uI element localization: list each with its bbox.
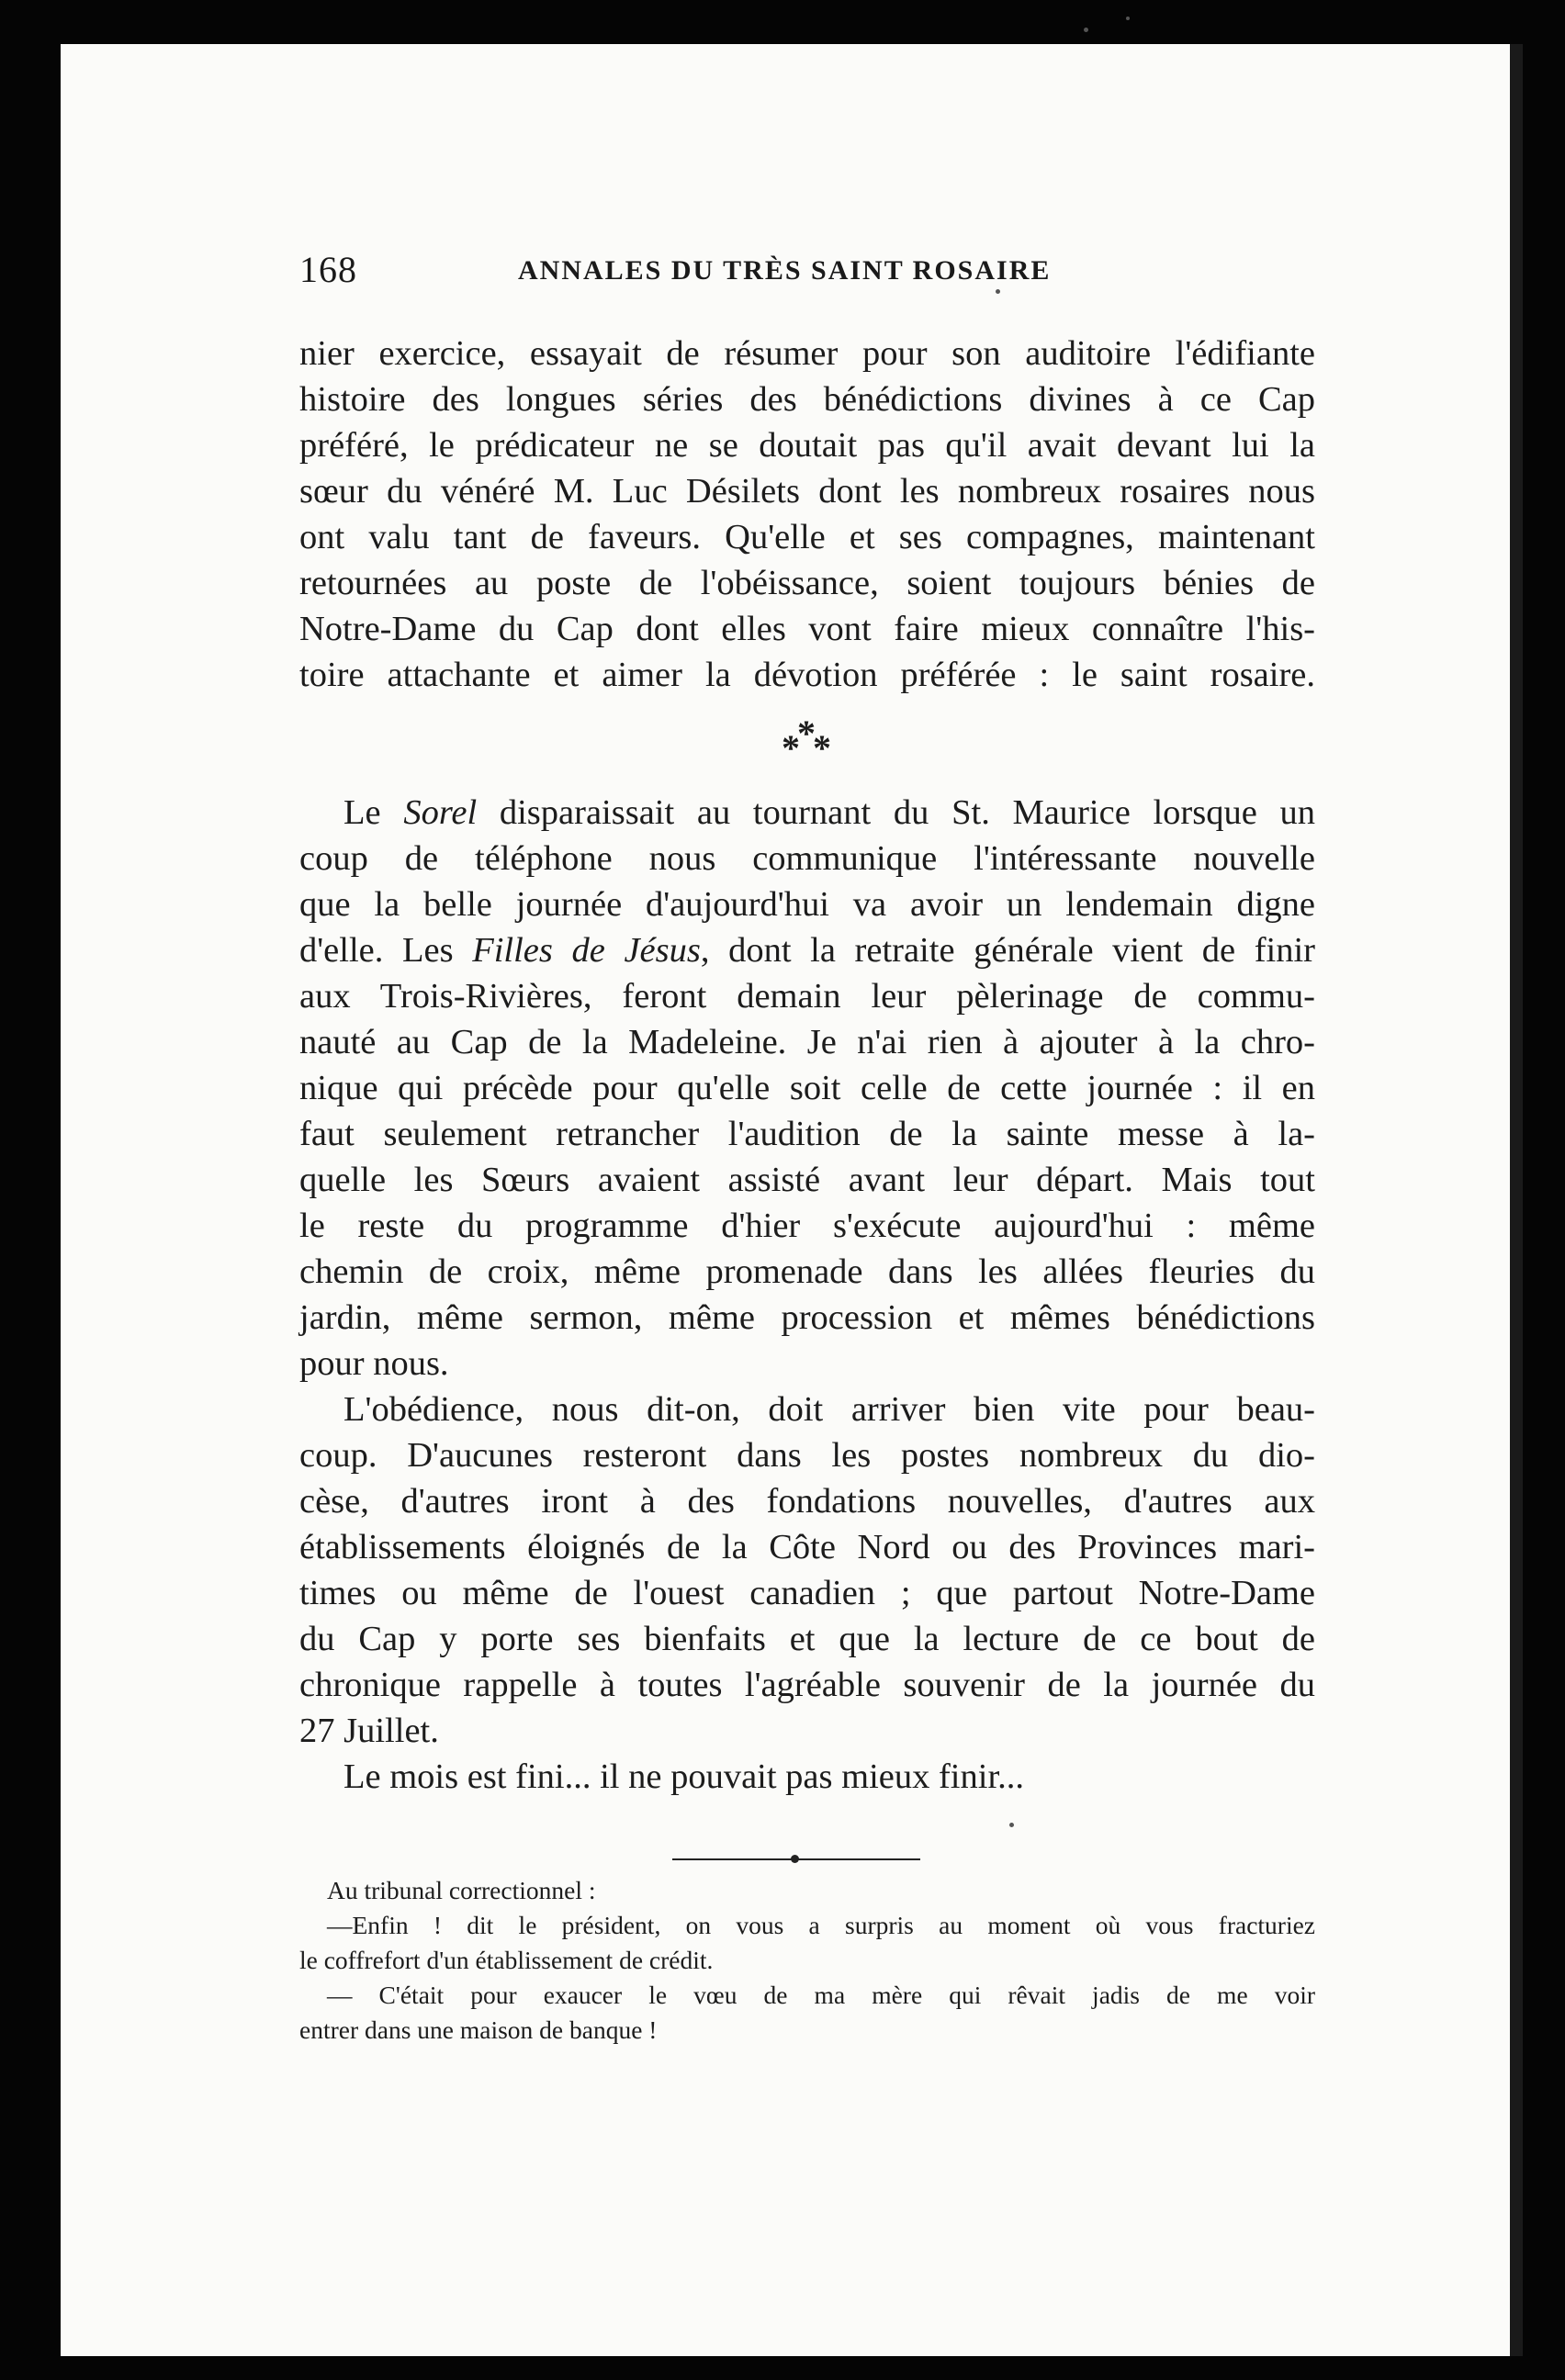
text-line: quelle les Sœurs avaient assisté avant leur départ. Mais tout xyxy=(299,1161,1315,1199)
page-number: 168 xyxy=(299,249,357,290)
divider-ornament xyxy=(791,1855,799,1863)
text-line: nauté au Cap de la Madeleine. Je n'ai rien à ajouter à la chro- xyxy=(299,1023,1315,1061)
text-line: coup de téléphone nous communique l'intéressante nouvelle xyxy=(299,839,1315,878)
footnote-line: — C'était pour exaucer le vœu de ma mère qui rêvait jadis de me voir xyxy=(327,1981,1315,2009)
text-line: d'elle. Les Filles de Jésus, dont la retraite générale vient de finir xyxy=(299,931,1315,970)
footnote-heading: Au tribunal correctionnel : xyxy=(327,1876,596,1904)
text-line: du Cap y porte ses bienfaits et que la lecture de ce bout de xyxy=(299,1620,1315,1658)
text-line: le reste du programme d'hier s'exécute aujourd'hui : même xyxy=(299,1207,1315,1245)
ship-name: Sorel xyxy=(403,793,478,832)
text-line: L'obédience, nous dit-on, doit arriver bien vite pour beau- xyxy=(343,1390,1315,1429)
text-line: que la belle journée d'aujourd'hui va avoir un lendemain digne xyxy=(299,885,1315,924)
asterism-star: * xyxy=(813,727,831,769)
text-line: Le mois est fini... il ne pouvait pas mieux finir... xyxy=(343,1757,1025,1796)
text-line: Le Sorel disparaissait au tournant du St. Maurice lorsque un xyxy=(343,793,1316,832)
text-line: établissements éloignés de la Côte Nord ou des Provinces mari- xyxy=(299,1528,1315,1566)
text-line: préféré, le prédicateur ne se doutait pas qu'il avait devant lui la xyxy=(299,426,1315,465)
congregation-name: Filles de Jésus xyxy=(472,931,701,970)
article-body xyxy=(299,331,1315,1901)
text-line: ont valu tant de faveurs. Qu'elle et ses compagnes, maintenant xyxy=(299,518,1315,556)
page-edge-shadow xyxy=(1510,44,1523,2356)
scan-speck xyxy=(1126,17,1130,20)
text-line: nique qui précède pour qu'elle soit celle de cette journée : il en xyxy=(299,1069,1315,1107)
text-line: pour nous. xyxy=(299,1344,449,1383)
text-line: sœur du vénéré M. Luc Désilets dont les nombreux rosaires nous xyxy=(299,472,1315,511)
page-header xyxy=(299,248,1315,294)
text-line: cèse, d'autres iront à des fondations nouvelles, d'autres aux xyxy=(299,1482,1315,1521)
text-line: coup. D'aucunes resteront dans les postes nombreux du dio- xyxy=(299,1436,1315,1475)
text-line: Notre-Dame du Cap dont elles vont faire mieux connaître l'his- xyxy=(299,610,1315,648)
text-line: faut seulement retrancher l'audition de la sainte messe à la- xyxy=(299,1115,1315,1153)
footnote-line: —Enfin ! dit le président, on vous a surpris au moment où vous fracturiez xyxy=(327,1911,1315,1939)
text-line: chemin de croix, même promenade dans les allées fleuries du xyxy=(299,1252,1315,1291)
footnote-anecdote xyxy=(299,1873,1315,2048)
asterism-star: * xyxy=(782,727,800,769)
text-line: aux Trois-Rivières, feront demain leur pèlerinage de commu- xyxy=(299,977,1315,1016)
text-line: histoire des longues séries des bénédictions divines à ce Cap xyxy=(299,380,1315,419)
text-line: chronique rappelle à toutes l'agréable souvenir de la journée du xyxy=(299,1666,1315,1704)
text-line: times ou même de l'ouest canadien ; que partout Notre-Dame xyxy=(299,1574,1315,1612)
text-line: retournées au poste de l'obéissance, soient toujours bénies de xyxy=(299,564,1315,602)
footnote-line: entrer dans une maison de banque ! xyxy=(299,2015,658,2044)
asterism-separator xyxy=(299,698,1315,790)
asterism-star: * xyxy=(797,713,816,754)
text-line: nier exercice, essayait de résumer pour son auditoire l'édifiante xyxy=(299,334,1315,373)
text-line: toire attachante et aimer la dévotion préférée : le saint rosaire. xyxy=(299,656,1315,694)
footnote-line: le coffrefort d'un établissement de crédit. xyxy=(299,1946,714,1974)
text-line: jardin, même sermon, même procession et mêmes bénédictions xyxy=(299,1298,1315,1337)
scan-speck xyxy=(1084,28,1088,32)
text-line: 27 Juillet. xyxy=(299,1712,439,1750)
running-title: ANNALES DU TRÈS SAINT ROSAIRE xyxy=(518,255,1052,286)
